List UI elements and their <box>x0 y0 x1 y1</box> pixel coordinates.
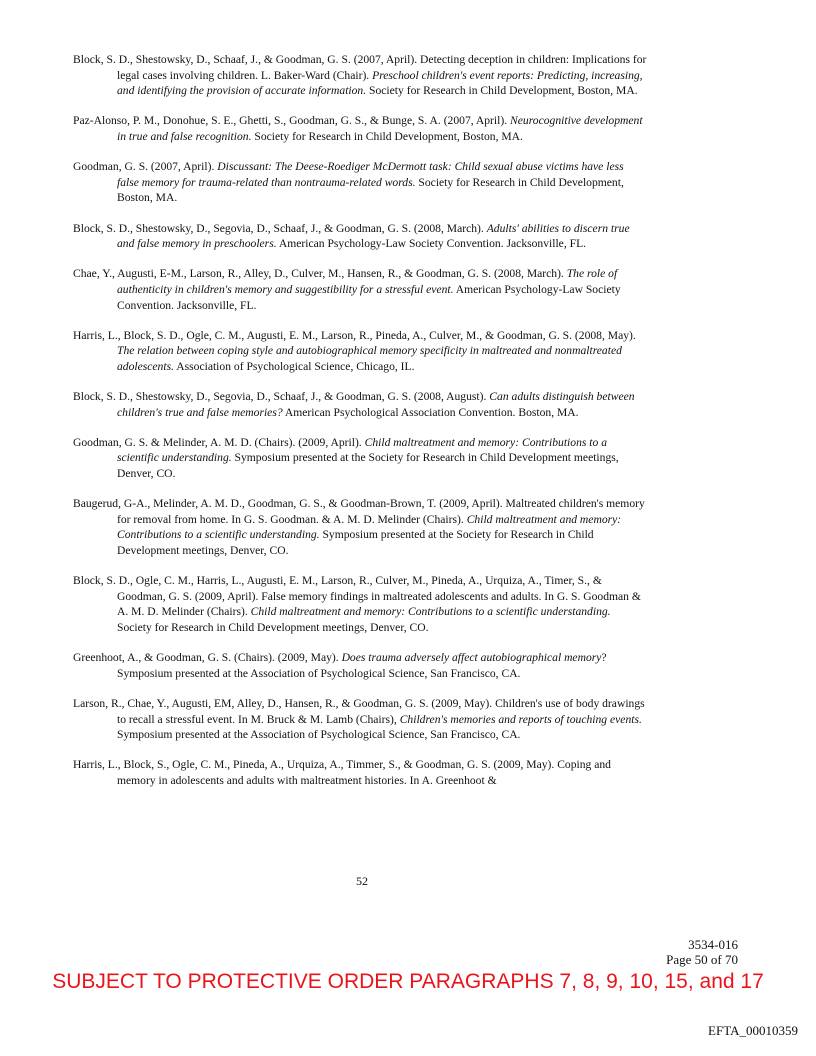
protective-order-notice: SUBJECT TO PROTECTIVE ORDER PARAGRAPHS 7, 8, 9, 10, 15, and 17 <box>52 970 764 993</box>
reference-entry: Block, S. D., Ogle, C. M., Harris, L., Augusti, E. M., Larson, R., Culver, M., Pineda, A., Urquiza, A., Timer, S., & Goodman, G. S. (2009, April). False memory findings in maltreated adolescents and adults. In G. S. Goodman & A. M. D. Melinder (Chairs). Child maltreatment and memory: Contributions to a scientific understanding. Society for Research in Child Development meetings, Denver, CO. <box>73 574 641 634</box>
reference-entry: Block, S. D., Shestowsky, D., Segovia, D., Schaaf, J., & Goodman, G. S. (2008, August). Can adults distinguish between children's true and false memories? American Psychological Association Convention. Boston, MA. <box>73 390 635 419</box>
bates-stamp <box>666 937 738 967</box>
reference-entry: Chae, Y., Augusti, E-M., Larson, R., Alley, D., Culver, M., Hansen, R., & Goodman, G. S. (2008, March). The role of authenticity in children's memory and suggestibility for a stressful event. American Psychology-Law Society Convention. Jacksonville, FL. <box>73 267 621 312</box>
reference-entry: Paz-Alonso, P. M., Donohue, S. E., Ghetti, S., Goodman, G. S., & Bunge, S. A. (2007, April). Neurocognitive development in true and false recognition. Society for Research in Child Development, Boston, MA. <box>73 114 643 143</box>
reference-entry: Harris, L., Block, S. D., Ogle, C. M., Augusti, E. M., Larson, R., Pineda, A., Culver, M., & Goodman, G. S. (2008, May). The relation between coping style and autobiographical memory specificity in maltreated and nonmaltreated adolescents. Association of Psychological Science, Chicago, IL. <box>73 328 636 373</box>
page-number: 52 <box>356 874 368 888</box>
efta-document-id: EFTA_00010359 <box>708 1023 798 1038</box>
reference-entry: Block, S. D., Shestowsky, D., Segovia, D., Schaaf, J., & Goodman, G. S. (2008, March). Adults' abilities to discern true and false memory in preschoolers. American Psychology-Law Society Convention. Jacksonville, FL. <box>73 221 630 251</box>
reference-entry: Greenhoot, A., & Goodman, G. S. (Chairs). (2009, May). Does trauma adversely affect autobiographical memory? Symposium presented at the Association of Psychological Science, San Francisco, CA. <box>73 651 607 680</box>
reference-entry: Goodman, G. S. (2007, April). Discussant: The Deese-Roediger McDermott task: Child sexual abuse victims have less false memory for trauma-related than nontrauma-related words. Society for Research in Child Development, Boston, MA. <box>73 160 624 205</box>
reference-entry: Harris, L., Block, S., Ogle, C. M., Pineda, A., Urquiza, A., Timmer, S., & Goodman, G. S. (2009, May). Coping and memory in adolescents and adults with maltreatment histories. In A. Greenhoot & <box>73 758 611 787</box>
bates-case-number: 3534-016 <box>688 937 738 952</box>
bates-page-count: Page 50 of 70 <box>666 952 738 967</box>
reference-entry: Larson, R., Chae, Y., Augusti, EM, Alley, D., Hansen, R., & Goodman, G. S. (2009, May). Children's use of body drawings to recall a stressful event. In M. Bruck & M. Lamb (Chairs), Children's memories and reports of touching events. Symposium presented at the Association of Psychological Science, San Francisco, CA. <box>73 696 645 742</box>
reference-entry: Baugerud, G-A., Melinder, A. M. D., Goodman, G. S., & Goodman-Brown, T. (2009, April). Maltreated children's memory for removal from home. In G. S. Goodman. & A. M. D. Melinder (Chairs). Child maltreatment and memory: Contributions to a scientific understanding. Symposium presented at the Society for Research in Child Development meetings, Denver, CO. <box>73 497 645 557</box>
reference-entry: Block, S. D., Shestowsky, D., Schaaf, J., & Goodman, G. S. (2007, April). Detecting deception in children: Implications for legal cases involving children. L. Baker-Ward (Chair). Preschool children's event reports: Predicting, increasing, and identifying the provision of accurate information. Society for Research in Child Development, Boston, MA. <box>73 53 647 98</box>
reference-list <box>73 52 648 803</box>
reference-entry: Goodman, G. S. & Melinder, A. M. D. (Chairs). (2009, April). Child maltreatment and memory: Contributions to a scientific understanding. Symposium presented at the Society for Research in Child Development meetings, Denver, CO. <box>73 435 619 481</box>
